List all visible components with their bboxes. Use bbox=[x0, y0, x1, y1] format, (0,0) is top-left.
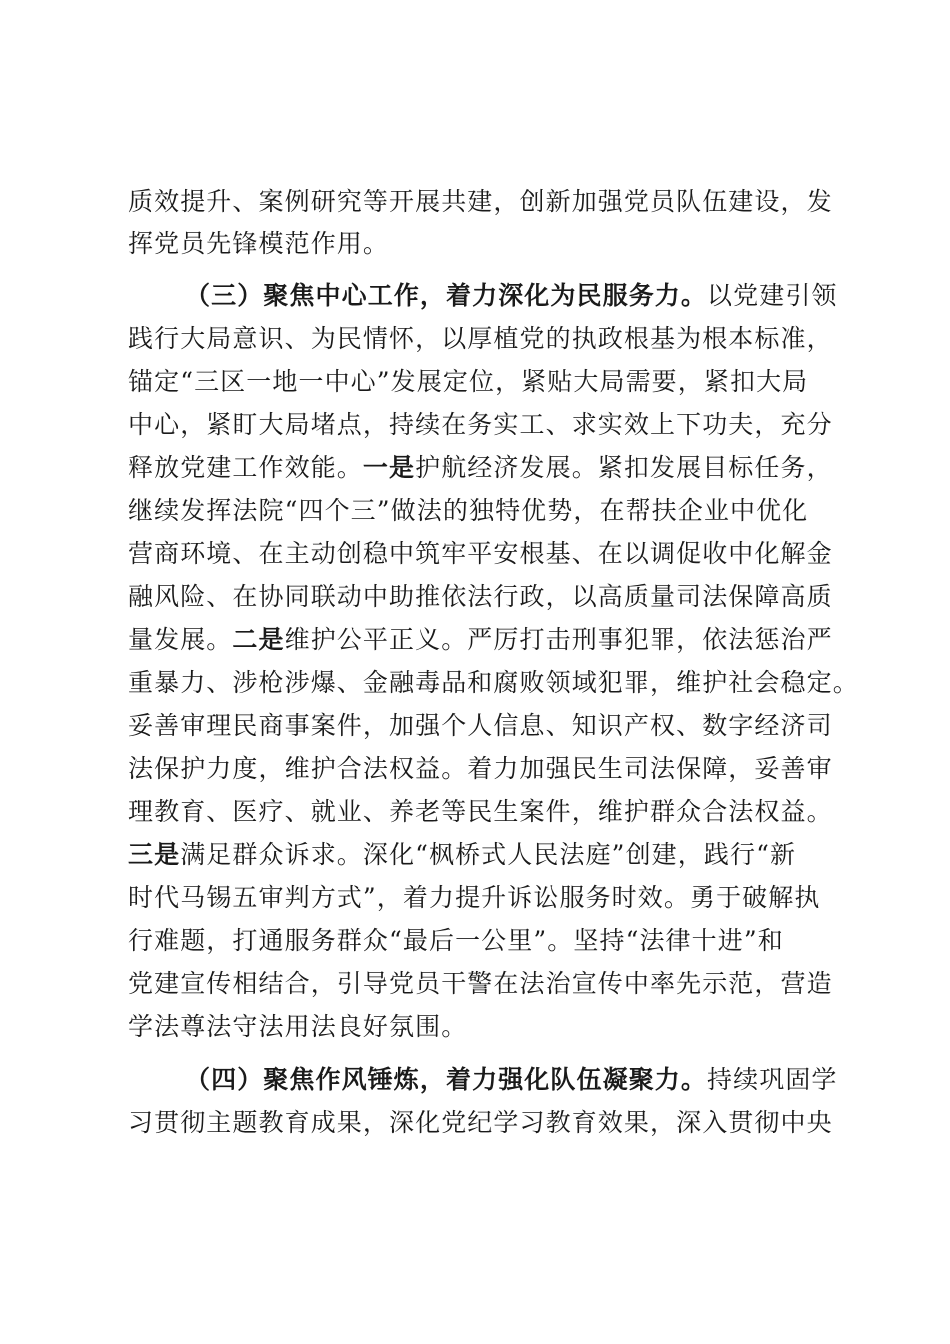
text-line bbox=[128, 663, 859, 703]
text-line bbox=[128, 1103, 848, 1143]
text-line bbox=[128, 405, 848, 445]
text-span: 妥善审理民商事案件，加强个人信息、知识产权、数字经济司 bbox=[128, 711, 833, 740]
text-line bbox=[128, 749, 848, 789]
text-span: 质效提升、案例研究等开展共建，创新加强党员队伍建设，发 bbox=[128, 187, 833, 216]
text-span: 继续发挥法院“四个三”做法的独特优势，在帮扶企业中优化 bbox=[128, 496, 809, 525]
text-span: 重暴力、涉枪涉爆、金融毒品和腐败领域犯罪，维护社会稳定。 bbox=[128, 668, 859, 697]
text-line bbox=[128, 921, 848, 961]
text-span: 行难题，打通服务群众“最后一公里”。坚持“法律十进”和 bbox=[128, 926, 784, 955]
text-span: 中心，紧盯大局堵点，持续在务实工、求实效上下功夫，充分 bbox=[128, 410, 833, 439]
text-line bbox=[128, 362, 848, 402]
text-line bbox=[128, 182, 848, 222]
text-span: 维护公平正义。严厉打击刑事犯罪，依法惩治严 bbox=[284, 625, 833, 654]
text-span: 践行大局意识、为民情怀，以厚植党的执政根基为根本标准， bbox=[128, 324, 833, 353]
text-line bbox=[128, 448, 848, 488]
text-line bbox=[128, 491, 848, 531]
text-line bbox=[128, 835, 848, 875]
item-marker-3: 三是 bbox=[128, 840, 181, 869]
section-heading-4: （四）聚焦作风锤炼，着力强化队伍凝聚力。 bbox=[185, 1065, 708, 1094]
item-marker-1: 一是 bbox=[362, 453, 416, 482]
text-span: 营商环境、在主动创稳中筑牢平安根基、在以调促收中化解金 bbox=[128, 539, 833, 568]
text-span: 法保护力度，维护合法权益。着力加强民生司法保障，妥善审 bbox=[128, 754, 833, 783]
text-span: 释放党建工作效能。 bbox=[128, 453, 363, 482]
text-span: 融风险、在协同联动中助推依法行政，以高质量司法保障高质 bbox=[128, 582, 833, 611]
text-line bbox=[128, 964, 848, 1004]
text-line bbox=[128, 224, 848, 264]
text-span: 护航经济发展。紧扣发展目标任务， bbox=[415, 453, 833, 482]
text-span: 党建宣传相结合，引导党员干警在法治宣传中率先示范，营造 bbox=[128, 969, 833, 998]
text-line bbox=[128, 706, 848, 746]
text-span: 挥党员先锋模范作用。 bbox=[128, 229, 390, 258]
text-line bbox=[128, 534, 848, 574]
text-line bbox=[128, 620, 848, 660]
text-span: 量发展。 bbox=[128, 625, 233, 654]
section-heading-line bbox=[185, 1060, 850, 1100]
text-line bbox=[128, 1007, 848, 1047]
text-span: 以党建引领 bbox=[707, 281, 838, 310]
text-line bbox=[128, 792, 848, 832]
section-heading-3: （三）聚焦中心工作，着力深化为民服务力。 bbox=[185, 281, 708, 310]
section-heading-line bbox=[185, 276, 850, 316]
text-span: 习贯彻主题教育成果，深化党纪学习教育效果，深入贯彻中央 bbox=[128, 1108, 833, 1137]
text-line bbox=[128, 577, 848, 617]
text-line bbox=[128, 319, 848, 359]
text-span: 锚定“三区一地一中心”发展定位，紧贴大局需要，紧扣大局 bbox=[128, 367, 809, 396]
text-span: 学法尊法守法用法良好氛围。 bbox=[128, 1012, 468, 1041]
text-line bbox=[128, 878, 848, 918]
text-span: 时代马锡五审判方式”，着力提升诉讼服务时效。勇于破解执 bbox=[128, 883, 821, 912]
text-span: 满足群众诉求。深化“枫桥式人民法庭”创建，践行“新 bbox=[180, 840, 797, 869]
text-span: 理教育、医疗、就业、养老等民生案件，维护群众合法权益。 bbox=[128, 797, 833, 826]
text-span: 持续巩固学 bbox=[707, 1065, 838, 1094]
item-marker-2: 二是 bbox=[232, 625, 285, 654]
